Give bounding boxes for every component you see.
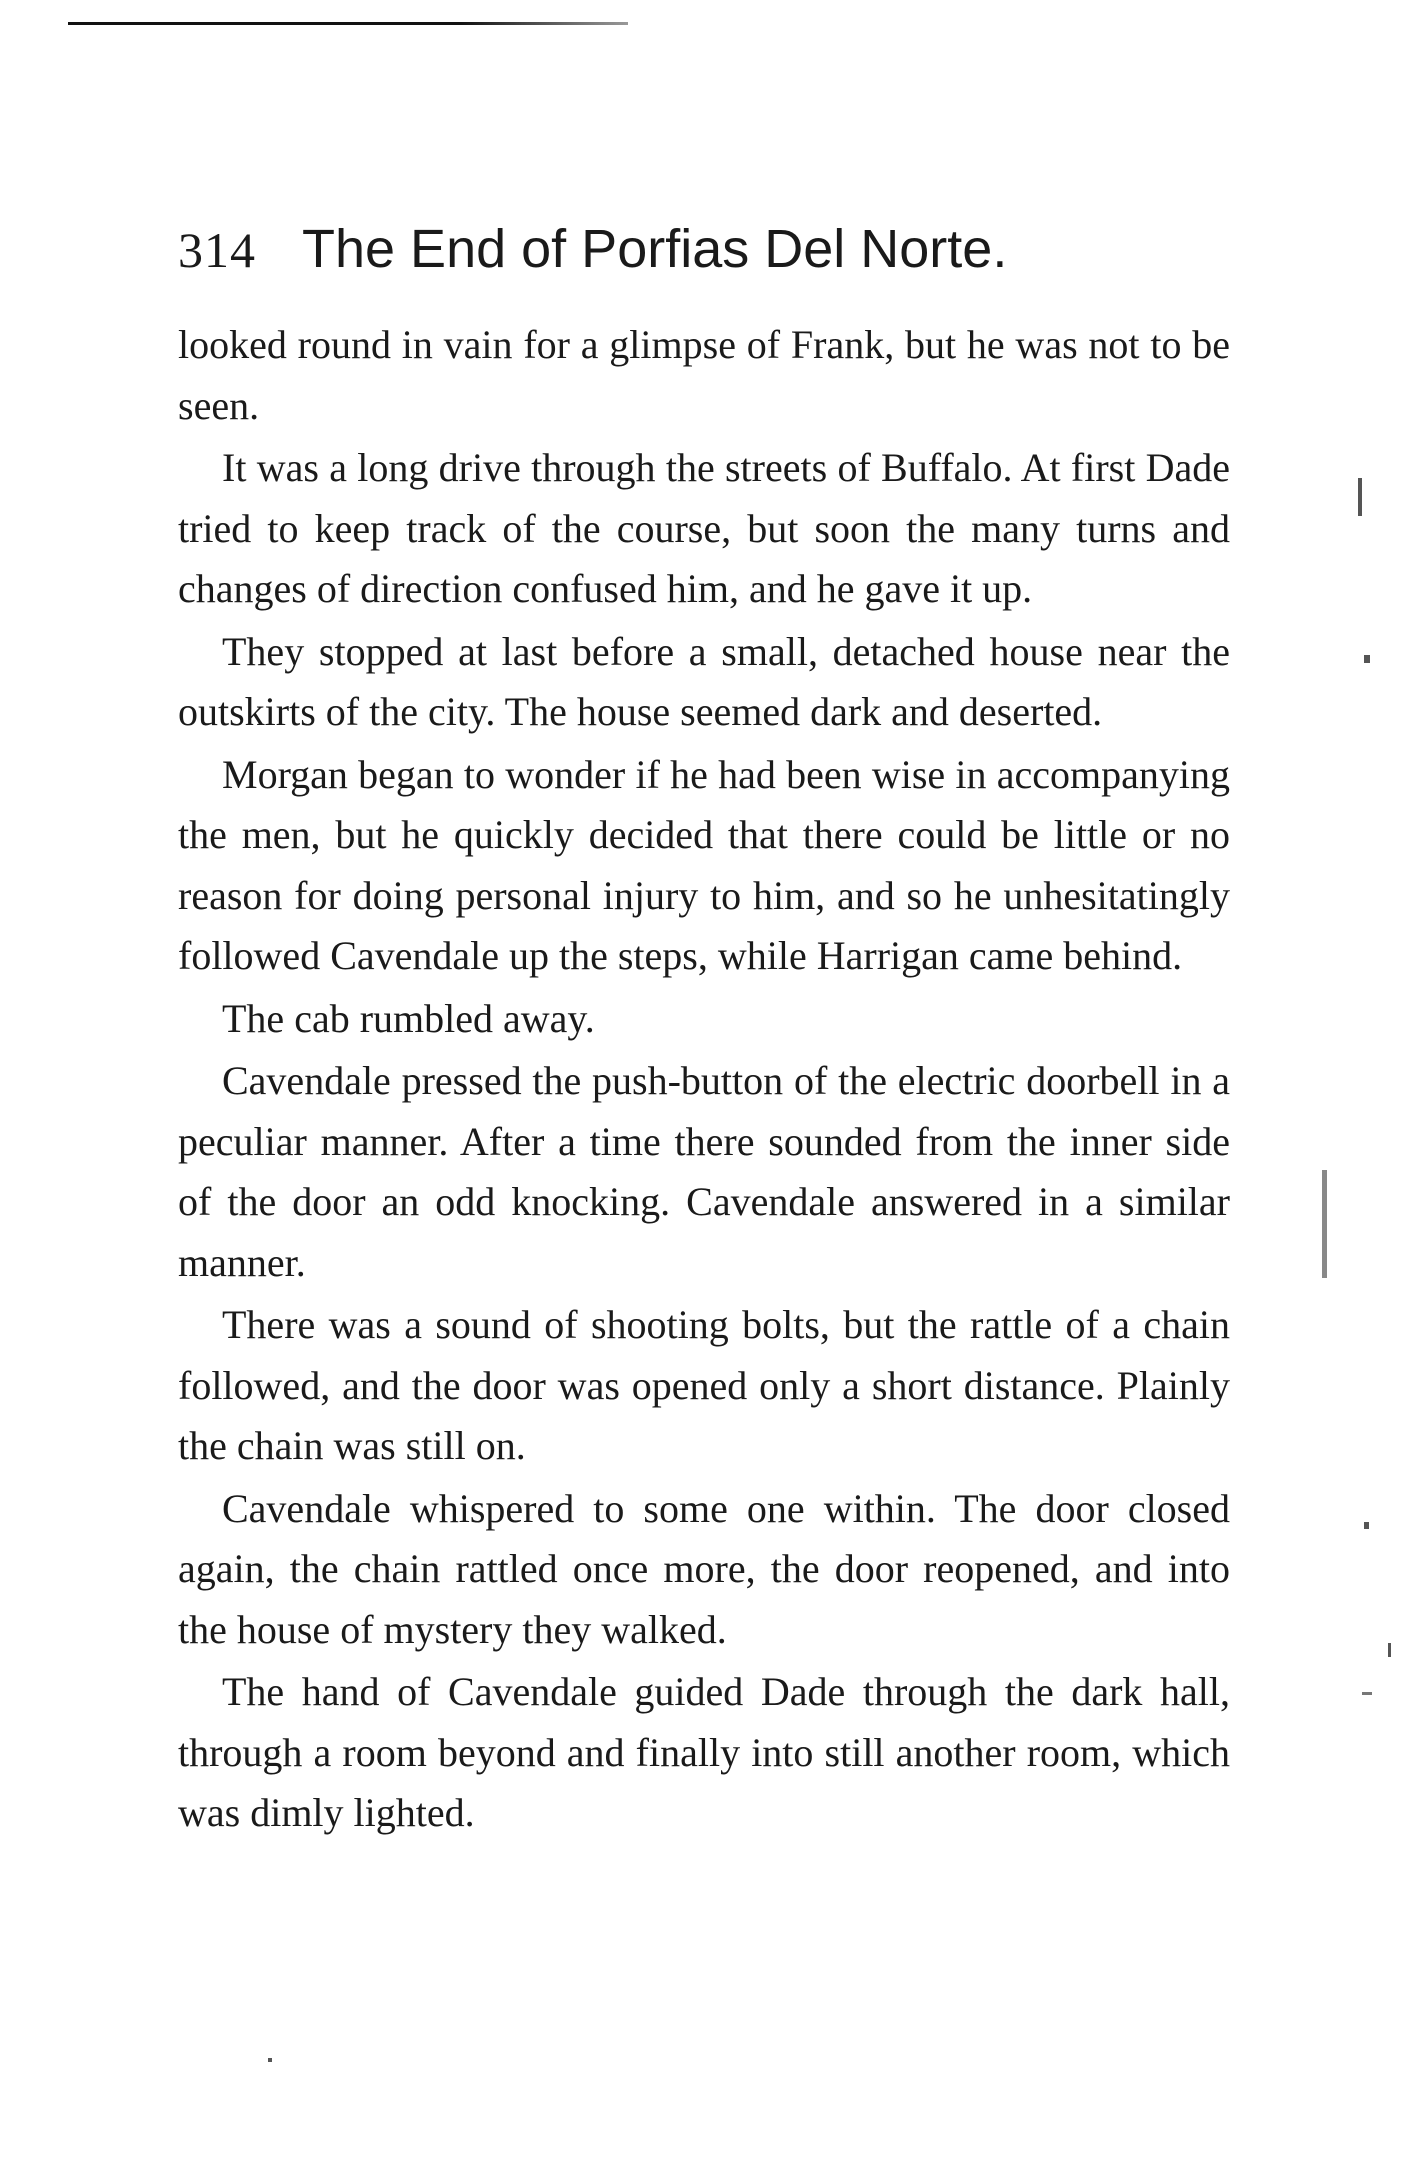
- paragraph-8: Cavendale whispered to some one within. The door closed again, the chain rattled once more, the door reopened, and into the house of mystery they walked.: [178, 1485, 1230, 1652]
- paragraph-3: They stopped at last before a small, detached house near the outskirts of the city. The house seemed dark and deserted.: [178, 628, 1230, 734]
- page-header: [178, 218, 1238, 288]
- scan-speck: [268, 2058, 272, 2062]
- body-text: [178, 315, 1230, 1844]
- paragraph-7: There was a sound of shooting bolts, but the rattle of a chain followed, and the door was opened only a short distance. Plainly the chain was still on.: [178, 1302, 1230, 1468]
- top-rule: [68, 22, 628, 25]
- paragraph-5: The cab rumbled away.: [222, 995, 595, 1041]
- paragraph-6: Cavendale pressed the push-button of the electric doorbell in a peculiar manner. After a time there sounded from the inner side of the door an odd knocking. Cavendale answered in a similar manner.: [178, 1058, 1230, 1285]
- scan-speck: [1388, 1643, 1391, 1657]
- paragraph-1: looked round in vain for a glimpse of Frank, but he was not to be seen.: [178, 322, 1230, 428]
- scan-speck: [1364, 1522, 1369, 1529]
- paragraph-2: It was a long drive through the streets of Buffalo. At first Dade tried to keep track of the course, but soon the many turns and changes of direction confused him, and he gave it up.: [178, 445, 1230, 611]
- paragraph-9: The hand of Cavendale guided Dade through the dark hall, through a room beyond and finally into still another room, which was dimly lighted.: [178, 1669, 1230, 1835]
- scan-speck: [1322, 1170, 1327, 1278]
- page-number: 314: [178, 222, 256, 278]
- scan-speck: [1364, 655, 1370, 663]
- scan-speck: [1362, 1692, 1372, 1695]
- paragraph-4: Morgan began to wonder if he had been wise in accompanying the men, but he quickly decided that there could be little or no reason for doing personal injury to him, and so he unhesitatingly followed Cavendale up the steps, while Harrigan came behind.: [178, 751, 1230, 978]
- running-title: The End of Porfias Del Norte.: [302, 219, 1008, 279]
- scan-speck: [1358, 478, 1362, 516]
